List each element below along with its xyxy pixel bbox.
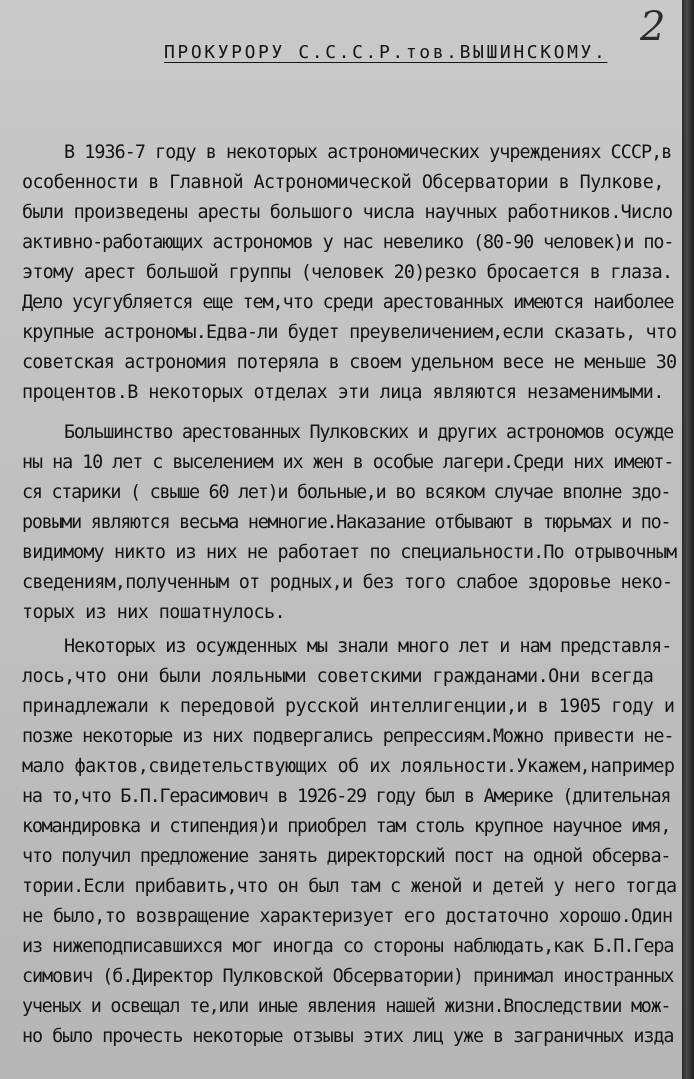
text-line: процентов.В некоторых отделах эти лица являются незаменимыми.	[22, 382, 664, 403]
text-line: этому арест большой группы (человек 20)резко бросается в глаза.	[22, 262, 673, 283]
text-line: ны на 10 лет с выселением их жен в особые лагери.Среди них имеют-	[22, 452, 674, 473]
text-line: особенности в Главной Астрономической Обсерватории в Пулкове,	[22, 172, 664, 193]
text-line: ся старики ( свыше 60 лет)и больные,и во всяком случае вполне здо-	[22, 482, 671, 503]
text-line: советская астрономия потеряла в своем удельном весе не меньше 30	[22, 352, 677, 373]
text-line: командировка и стипендия)и приобрел там столь крупное научное имя,	[22, 816, 671, 837]
page-number: 2	[640, 4, 666, 50]
text-line: торых из них пошатнулось.	[22, 602, 286, 623]
text-line: лось,что они были лояльными советскими гражданами.Они всегда	[22, 666, 654, 687]
text-line: Некоторых из осужденных мы знали много лет и нам представля-	[64, 636, 672, 657]
text-line: симович (б.Директор Пулковской Обсерватории) принимал иностранных	[22, 966, 674, 987]
text-line: крупные астрономы.Едва-ли будет преувеличением,если сказать, что	[22, 322, 677, 343]
document-heading: ПРОКУРОРУ С.С.С.Р.тов.ВЫШИНСКОМУ.	[164, 42, 608, 63]
page-edge-shadow	[682, 0, 694, 1079]
text-line: видимому никто из них не работает по специальности.По отрывочным	[22, 542, 677, 563]
text-line: из нижеподписавшихся мог иногда со стороны наблюдать,как Б.П.Гера	[22, 936, 674, 957]
text-line: принадлежали к передовой русской интеллигенции,и в 1905 году и	[22, 696, 675, 717]
text-line: позже некоторые из них подвергались репрессиям.Можно привести не-	[22, 726, 674, 747]
text-line: активно-работающих астрономов у нас невелико (80-90 человек)и по-	[22, 232, 674, 253]
text-line: Большинство арестованных Пулковских и других астрономов осужде	[64, 422, 673, 443]
text-line: но было прочесть некоторые отзывы этих лиц уже в заграничных изда	[22, 1026, 674, 1047]
text-line: ученых и освещал те,или иные явления нашей жизни.Впоследствии мож-	[22, 996, 671, 1017]
text-line: не было,то возвращение характеризует его достаточно хорошо.Один	[22, 906, 673, 927]
text-line: ровыми являются весьма немногие.Наказание отбывают в тюрьмах и по-	[22, 512, 671, 533]
text-line: были произведены аресты большого числа научных работников.Число	[22, 202, 673, 223]
text-line: что получил предложение занять директорский пост на одной обсерва-	[22, 846, 671, 867]
text-line: В 1936-7 году в некоторых астрономических учреждениях СССР,в	[64, 142, 672, 163]
text-line: Дело усугубляется еще тем,что среди арестованных имеются наиболее	[22, 292, 674, 313]
text-line: тории.Если прибавить,что он был там с женой и детей у него тогда	[22, 876, 677, 897]
text-line: сведениям,полученным от родных,и без того слабое здоровье неко-	[22, 572, 673, 593]
text-line: на то,что Б.П.Герасимович в 1926-29 году был в Америке (длительная	[22, 786, 671, 807]
text-line: мало фактов,свидетельствующих об их лояльности.Укажем,например	[22, 756, 675, 777]
